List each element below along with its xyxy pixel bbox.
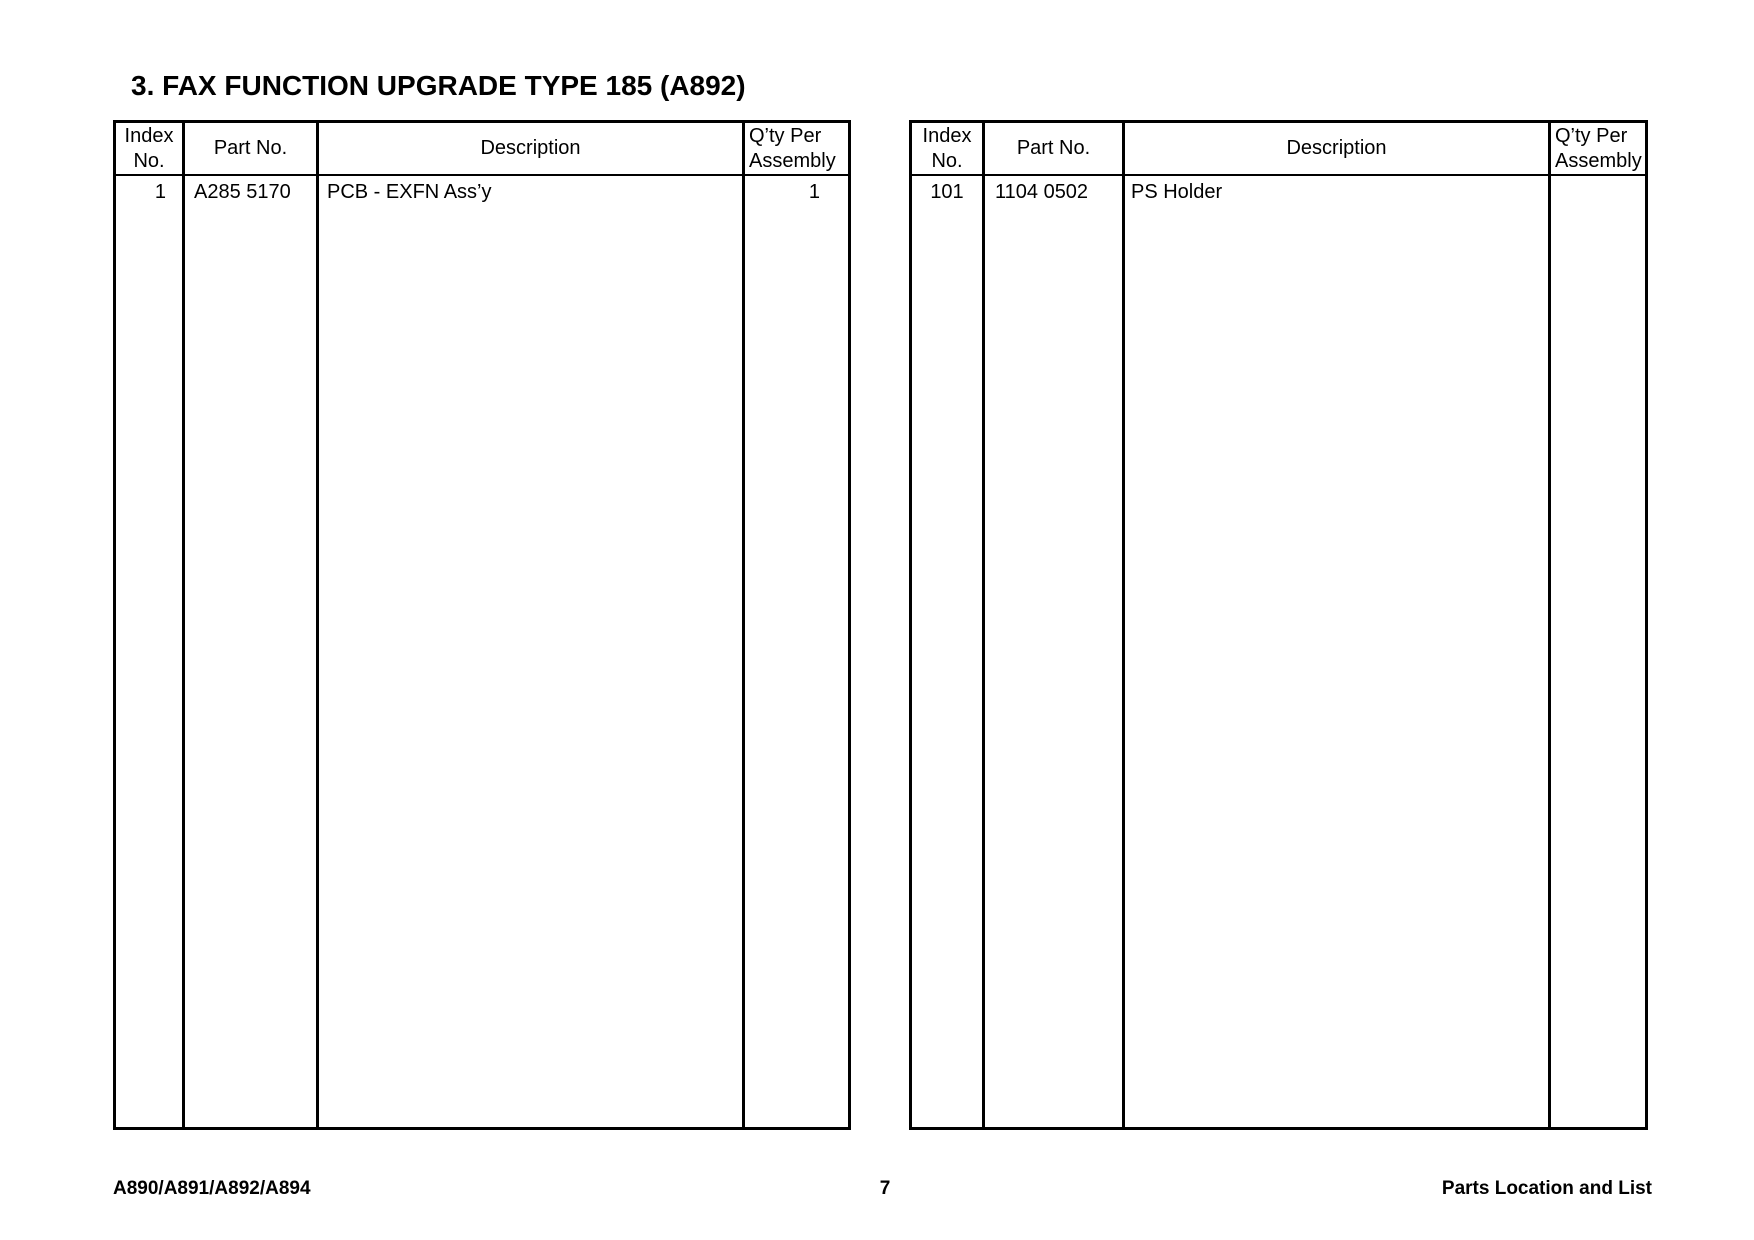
column-divider [982, 123, 985, 1127]
row-description: PS Holder [1131, 181, 1223, 203]
column-divider [1548, 123, 1551, 1127]
row-part-no: 1104 0502 [995, 181, 1089, 203]
column-divider [742, 123, 745, 1127]
header-description: Description [480, 137, 581, 159]
footer-section: Parts Location and List [1441, 1178, 1652, 1199]
column-divider [316, 123, 319, 1127]
footer-page-number: 7 [879, 1178, 891, 1199]
row-index: 101 [930, 181, 964, 203]
header-index: Index No. [124, 124, 174, 172]
header-description: Description [1286, 137, 1387, 159]
footer-model: A890/A891/A892/A894 [113, 1178, 311, 1199]
header-divider [116, 174, 848, 176]
header-part-no: Part No. [1016, 137, 1091, 159]
column-divider [1122, 123, 1125, 1127]
row-part-no: A285 5170 [194, 181, 291, 203]
row-description: PCB - EXFN Ass’y [327, 181, 492, 203]
parts-table-right [909, 120, 1648, 1130]
parts-table-left [113, 120, 851, 1130]
row-qty: 1 [808, 181, 820, 203]
column-divider [182, 123, 185, 1127]
header-index: Index No. [922, 124, 972, 172]
header-qty: Q’ty Per Assembly [1555, 124, 1642, 172]
page-title: 3. FAX FUNCTION UPGRADE TYPE 185 (A892) [131, 70, 746, 101]
row-index: 1 [154, 181, 166, 203]
header-divider [912, 174, 1645, 176]
header-part-no: Part No. [213, 137, 288, 159]
header-qty: Q’ty Per Assembly [749, 124, 836, 172]
